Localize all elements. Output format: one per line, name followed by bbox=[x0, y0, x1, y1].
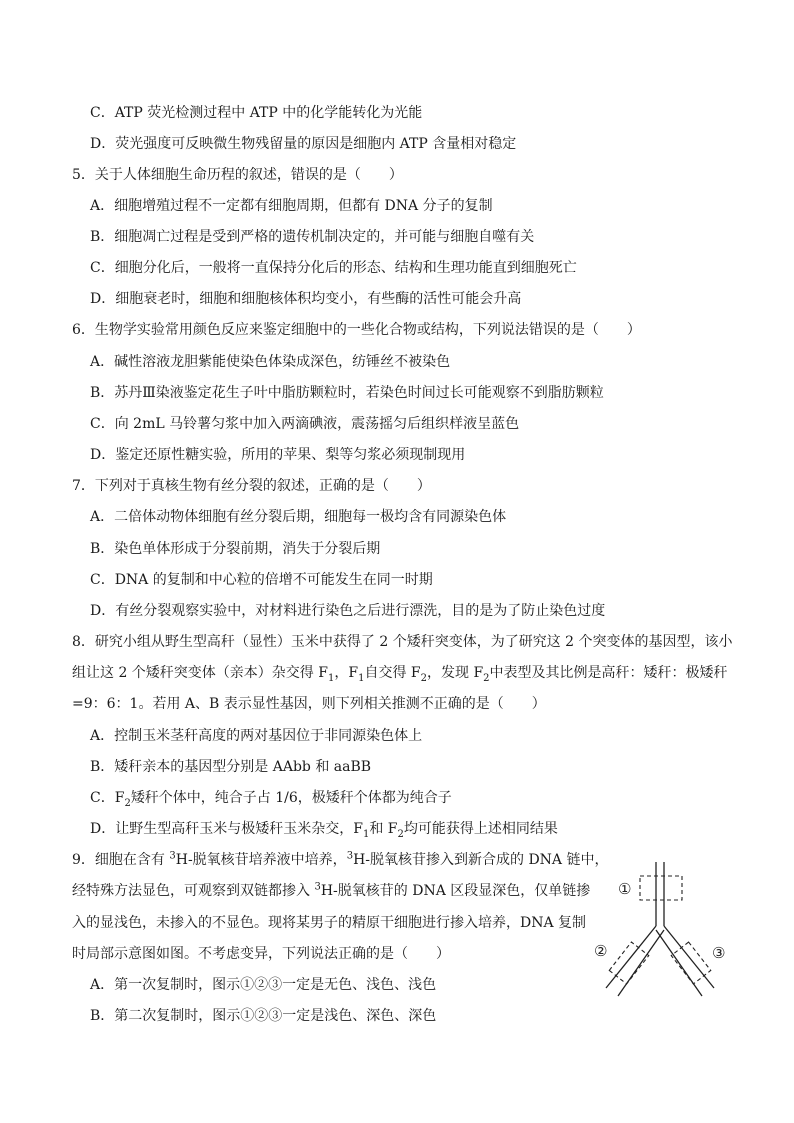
label-1: ① bbox=[618, 880, 632, 898]
question-8-option-b: B．矮秆亲本的基因型分别是 AAbb 和 aaBB bbox=[90, 759, 372, 775]
question-5-option-c: C．细胞分化后，一般将一直保持分化后的形态、结构和生理功能直到细胞死亡 bbox=[90, 260, 577, 276]
question-8-option-c: C．$F_2$矮秆个体中，纯合子占 1/6，极矮秆个体都为纯合子 bbox=[90, 790, 452, 809]
question-6-option-d: D．鉴定还原性糖实验，所用的苹果、梨等匀浆必须现制现用 bbox=[90, 447, 466, 463]
region-box-3 bbox=[671, 942, 711, 984]
question-7-stem: 7．下列对于真核生物有丝分裂的叙述，正确的是（ ） bbox=[72, 478, 431, 494]
question-5-option-d: D．细胞衰老时，细胞和细胞核体积均变小，有些酶的活性可能会升高 bbox=[90, 291, 522, 307]
option-c-prev: C．ATP 荧光检测过程中 ATP 中的化学能转化为光能 bbox=[90, 105, 423, 121]
question-7-option-a: A．二倍体动物体细胞有丝分裂后期，细胞每一极均含有同源染色体 bbox=[90, 509, 507, 525]
region-box-1 bbox=[640, 876, 682, 900]
option-d-prev: D．荧光强度可反映微生物残留量的原因是细胞内 ATP 含量相对稳定 bbox=[90, 136, 517, 152]
question-9-stem-line4: 时局部示意图如图。不考虑变异，下列说法正确的是（ ） bbox=[72, 946, 450, 962]
question-8-stem-line3: =9：6：1。若用 A、B 表示显性基因，则下列相关推测不正确的是（ ） bbox=[72, 696, 546, 712]
question-9-option-b: B．第二次复制时，图示①②③一定是浅色、深色、深色 bbox=[90, 1008, 437, 1024]
question-9-option-a: A．第一次复制时，图示①②③一定是无色、浅色、浅色 bbox=[90, 977, 437, 993]
label-2: ② bbox=[594, 942, 608, 960]
question-5-option-a: A．细胞增殖过程不一定都有细胞周期，但都有 DNA 分子的复制 bbox=[90, 198, 493, 214]
question-8-stem-line1: 8．研究小组从野生型高秆（显性）玉米中获得了 2 个矮秆突变体，为了研究这 2 个突变体的基因型，该小 bbox=[72, 634, 733, 650]
question-7-option-b: B．染色单体形成于分裂前期，消失于分裂后期 bbox=[90, 541, 381, 557]
region-box-2 bbox=[609, 942, 649, 984]
question-5-stem: 5．关于人体细胞生命历程的叙述，错误的是（ ） bbox=[72, 167, 403, 183]
question-7-option-c: C．DNA 的复制和中心粒的倍增不可能发生在同一时期 bbox=[90, 572, 433, 588]
question-8-option-a: A．控制玉米茎秆高度的两对基因位于非同源染色体上 bbox=[90, 728, 423, 744]
daughter-left-strand-inner bbox=[618, 930, 664, 996]
label-3: ③ bbox=[712, 944, 726, 962]
question-9-stem-line2: 经特殊方法显色，可观察到双链都掺入 $^3$H-脱氧核苷的 DNA 区段显深色，仅单链掺 bbox=[72, 881, 591, 899]
question-6-option-a: A．碱性溶液龙胆紫能使染色体染成深色，纺锤丝不被染色 bbox=[90, 354, 451, 370]
question-5-option-b: B．细胞凋亡过程是受到严格的遗传机制决定的，并可能与细胞自噬有关 bbox=[90, 229, 535, 245]
question-6-option-b: B．苏丹Ⅲ染液鉴定花生子叶中脂肪颗粒时，若染色时间过长可能观察不到脂肪颗粒 bbox=[90, 385, 604, 401]
question-8-option-d: D．让野生型高秆玉米与极矮秆玉米杂交，$F_1$和 $F_2$均可能获得上述相同结果 bbox=[90, 821, 558, 840]
question-9-stem-line1: 9．细胞在含有 $^3$H-脱氧核苷培养液中培养，$^3$H-脱氧核苷掺入到新合成的 DNA 链中， bbox=[72, 850, 609, 868]
question-8-stem-line2: 组让这 2 个矮秆突变体（亲本）杂交得 $F_1$，$F_1$自交得 $F_2$，发现 $F_2$中表型及其比例是高秆：矮秆：极矮秆 bbox=[72, 665, 728, 684]
dna-replication-diagram bbox=[592, 856, 740, 1006]
question-6-stem: 6．生物学实验常用颜色反应来鉴定细胞中的一些化合物或结构，下列说法错误的是（ ） bbox=[72, 322, 641, 338]
question-7-option-d: D．有丝分裂观察实验中，对材料进行染色之后进行漂洗，目的是为了防止染色过度 bbox=[90, 603, 606, 619]
daughter-right-strand-inner bbox=[656, 930, 702, 996]
question-9-stem-line3: 入的显浅色，未掺入的不显色。现将某男子的精原干细胞进行掺入培养，DNA 复制 bbox=[72, 915, 587, 931]
question-6-option-c: C．向 2mL 马铃薯匀浆中加入两滴碘液，震荡摇匀后组织样液呈蓝色 bbox=[90, 416, 520, 432]
